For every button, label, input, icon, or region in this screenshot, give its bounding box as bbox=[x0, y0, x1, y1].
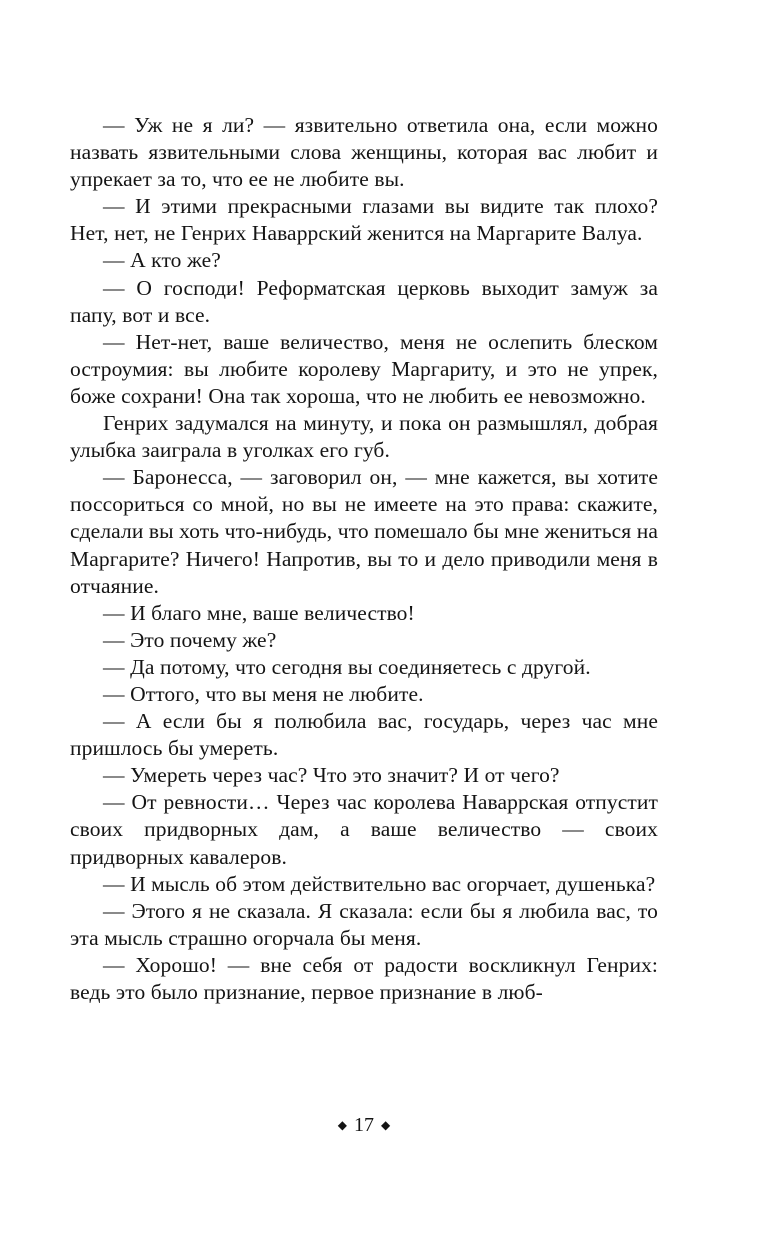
paragraph: — И благо мне, ваше величество! bbox=[103, 600, 415, 625]
paragraph: — Нет-нет, ваше величество, меня не ослепить блеском остроумия: вы любите королеву Маргариту, и это не упрек, боже сохрани! Она так хороша, что не любить ее невозможно. bbox=[70, 329, 658, 408]
diamond-ornament-left-icon: ◆ bbox=[337, 1118, 347, 1132]
page-footer bbox=[70, 1114, 658, 1137]
paragraph: — Хорошо! — вне себя от радости воскликнул Генрих: ведь это было признание, первое признание в люб- bbox=[70, 952, 658, 1004]
paragraph: — Оттого, что вы меня не любите. bbox=[103, 681, 424, 706]
paragraph: — Уж не я ли? — язвительно ответила она, если можно назвать язвительными слова женщины, которая вас любит и упрекает за то, что ее не любите вы. bbox=[70, 113, 658, 192]
paragraph: Генрих задумался на минуту, и пока он размышлял, добрая улыбка заиграла в уголках его губ. bbox=[70, 411, 658, 463]
page-number: 17 bbox=[354, 1114, 374, 1136]
paragraph: — И этими прекрасными глазами вы видите так плохо? Нет, нет, не Генрих Наваррский женится на Маргарите Валуа. bbox=[70, 194, 658, 246]
paragraph: — О господи! Реформатская церковь выходит замуж за папу, вот и все. bbox=[70, 275, 658, 327]
text-block bbox=[70, 112, 658, 1006]
paragraph: — Этого я не сказала. Я сказала: если бы я любила вас, то эта мысль страшно огорчала бы меня. bbox=[70, 898, 658, 950]
paragraph: — Это почему же? bbox=[103, 627, 277, 652]
paragraph: — Умереть через час? Что это значит? И от чего? bbox=[103, 763, 560, 788]
paragraph: — От ревности… Через час королева Наваррская отпустит своих придворных дам, а ваше величество — своих придворных кавалеров. bbox=[70, 790, 658, 869]
paragraph: — Да потому, что сегодня вы соединяетесь с другой. bbox=[103, 654, 591, 679]
paragraph: — А кто же? bbox=[103, 248, 221, 273]
paragraph: — И мысль об этом действительно вас огорчает, душенька? bbox=[103, 871, 656, 896]
diamond-ornament-right-icon: ◆ bbox=[381, 1118, 391, 1132]
paragraph: — Баронесса, — заговорил он, — мне кажется, вы хотите поссориться со мной, но вы не имеете на это права: скажите, сделали вы хоть что-нибудь, что помешало бы мне жениться на Маргарите? Ничего! Напротив, вы то и дело приводили меня в отчаяние. bbox=[70, 465, 658, 598]
paragraph: — А если бы я полюбила вас, государь, через час мне пришлось бы умереть. bbox=[70, 709, 658, 761]
